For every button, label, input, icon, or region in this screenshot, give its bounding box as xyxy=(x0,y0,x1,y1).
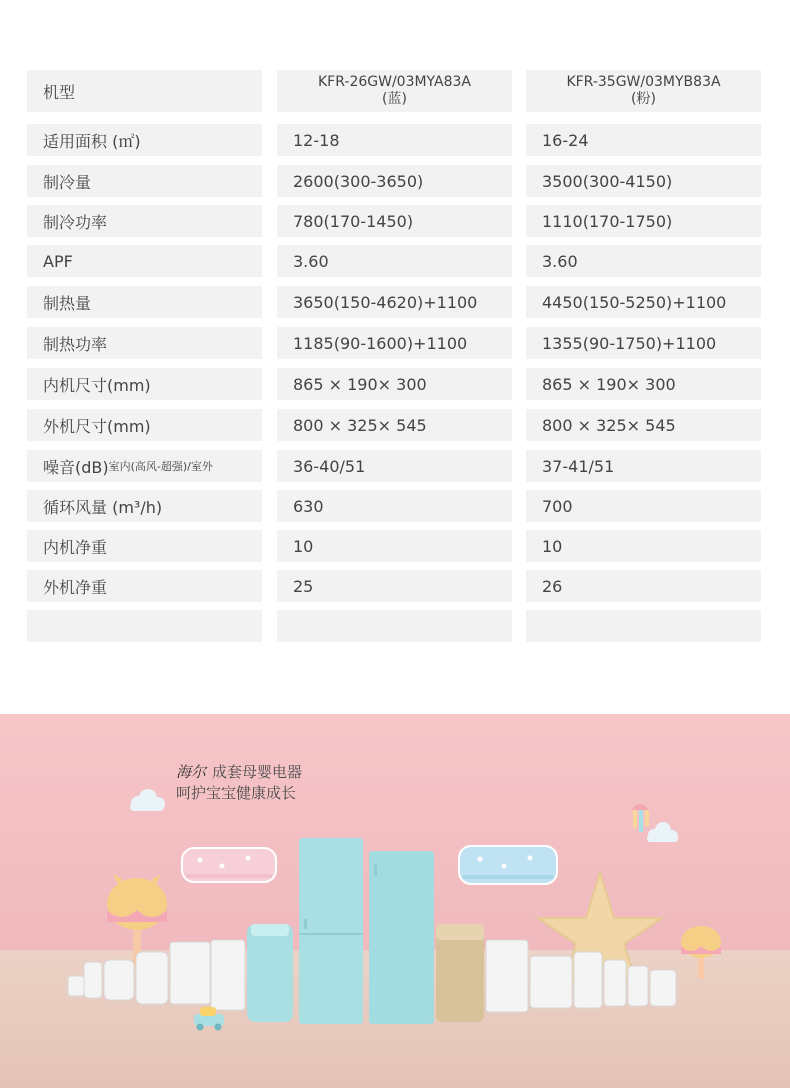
row-value-b-text: 10 xyxy=(542,536,563,556)
row-label-text: APF xyxy=(43,251,73,271)
slogan-line-2: 呵护宝宝健康成长 xyxy=(176,784,297,802)
row-value-b xyxy=(526,450,761,482)
row-value-b-text: 16-24 xyxy=(542,130,589,150)
model-a-color: (蓝) xyxy=(382,91,407,107)
row-label xyxy=(27,530,262,562)
model-a-name: KFR-26GW/03MYA83A xyxy=(318,74,471,90)
row-value-a xyxy=(277,205,512,237)
row-label xyxy=(27,245,262,277)
row-value-a xyxy=(277,409,512,441)
row-value-b xyxy=(526,205,761,237)
row-value-a xyxy=(277,450,512,482)
row-label xyxy=(27,286,262,318)
row-value-b xyxy=(526,245,761,277)
row-label-note: 室内(高风-超强)/室外 xyxy=(108,460,213,473)
model-b-color: (粉) xyxy=(631,91,656,107)
row-value-b xyxy=(526,124,761,156)
row-value-b xyxy=(526,409,761,441)
freezer-mint xyxy=(369,851,434,1024)
row-value-a xyxy=(277,570,512,602)
slogan-line-1: 成套母婴电器 xyxy=(212,763,303,781)
air-conditioner-pink xyxy=(182,848,276,882)
row-value-b-text: 3.60 xyxy=(542,251,578,271)
row-label xyxy=(27,570,262,602)
header-model-b-cell xyxy=(526,70,761,112)
row-value-a xyxy=(277,530,512,562)
row-value-b xyxy=(526,610,761,642)
row-label-text: 制热量 xyxy=(43,293,92,313)
row-value-b-text: 800 × 325× 545 xyxy=(542,415,676,435)
row-label-text: 制冷功率 xyxy=(43,212,108,232)
row-value-b xyxy=(526,368,761,400)
row-value-a xyxy=(277,286,512,318)
header-label-cell xyxy=(27,70,262,112)
row-value-a xyxy=(277,124,512,156)
row-value-b-text: 1355(90-1750)+1100 xyxy=(542,333,717,353)
row-label-text: 制热功率 xyxy=(43,334,108,354)
row-value-a xyxy=(277,368,512,400)
row-label xyxy=(27,450,262,482)
row-value-b-text: 1110(170-1750) xyxy=(542,211,673,231)
row-value-b-text: 865 × 190× 300 xyxy=(542,374,676,394)
row-label-text: 内机净重 xyxy=(43,537,108,557)
row-value-a-text: 780(170-1450) xyxy=(293,211,414,231)
row-value-b-text: 3500(300-4150) xyxy=(542,171,673,191)
row-value-b xyxy=(526,530,761,562)
row-value-a xyxy=(277,165,512,197)
row-value-b-text: 37-41/51 xyxy=(542,456,615,476)
washing-machine-gold xyxy=(436,924,484,1022)
row-value-a-text: 36-40/51 xyxy=(293,456,366,476)
row-value-b xyxy=(526,286,761,318)
row-value-b xyxy=(526,165,761,197)
row-label-text: 循环风量 (m³/h) xyxy=(43,497,163,517)
row-value-b xyxy=(526,490,761,522)
row-value-a-text: 3.60 xyxy=(293,251,329,271)
row-value-a xyxy=(277,245,512,277)
row-value-a xyxy=(277,490,512,522)
row-value-b-text: 26 xyxy=(542,576,563,596)
row-label-text: 适用面积 (㎡) xyxy=(43,131,141,151)
washing-machine-mint xyxy=(247,924,293,1022)
row-label xyxy=(27,327,262,359)
row-value-a-text: 3650(150-4620)+1100 xyxy=(293,292,478,312)
row-value-b-text: 700 xyxy=(542,496,573,516)
row-label-text: 制冷量 xyxy=(43,172,92,192)
row-value-a xyxy=(277,610,512,642)
row-label-text: 噪音(dB) xyxy=(43,457,109,477)
model-b-name: KFR-35GW/03MYB83A xyxy=(566,74,721,90)
row-value-a-text: 25 xyxy=(293,576,314,596)
refrigerator-mint xyxy=(299,838,363,1024)
row-label xyxy=(27,610,262,642)
row-label xyxy=(27,409,262,441)
row-value-b-text: 4450(150-5250)+1100 xyxy=(542,292,727,312)
row-label xyxy=(27,490,262,522)
row-label-text: 内机尺寸(mm) xyxy=(43,375,151,395)
row-label xyxy=(27,165,262,197)
brand-logo: 海尔 xyxy=(176,763,207,781)
row-label-text: 外机尺寸(mm) xyxy=(43,416,151,436)
row-value-a-text: 2600(300-3650) xyxy=(293,171,424,191)
row-value-a-text: 1185(90-1600)+1100 xyxy=(293,333,468,353)
row-value-a xyxy=(277,327,512,359)
row-label xyxy=(27,368,262,400)
header-model-a-cell xyxy=(277,70,512,112)
row-value-b xyxy=(526,327,761,359)
row-value-a-text: 865 × 190× 300 xyxy=(293,374,427,394)
header-label: 机型 xyxy=(43,82,76,102)
row-value-a-text: 800 × 325× 545 xyxy=(293,415,427,435)
banner-illustration xyxy=(0,714,790,1088)
promo-banner xyxy=(0,714,790,1088)
row-value-a-text: 12-18 xyxy=(293,130,340,150)
row-value-a-text: 630 xyxy=(293,496,324,516)
air-conditioner-blue xyxy=(459,846,557,884)
row-value-b xyxy=(526,570,761,602)
row-label xyxy=(27,205,262,237)
banner-slogan xyxy=(176,762,302,804)
row-label xyxy=(27,124,262,156)
row-label-text: 外机净重 xyxy=(43,577,108,597)
row-value-a-text: 10 xyxy=(293,536,314,556)
